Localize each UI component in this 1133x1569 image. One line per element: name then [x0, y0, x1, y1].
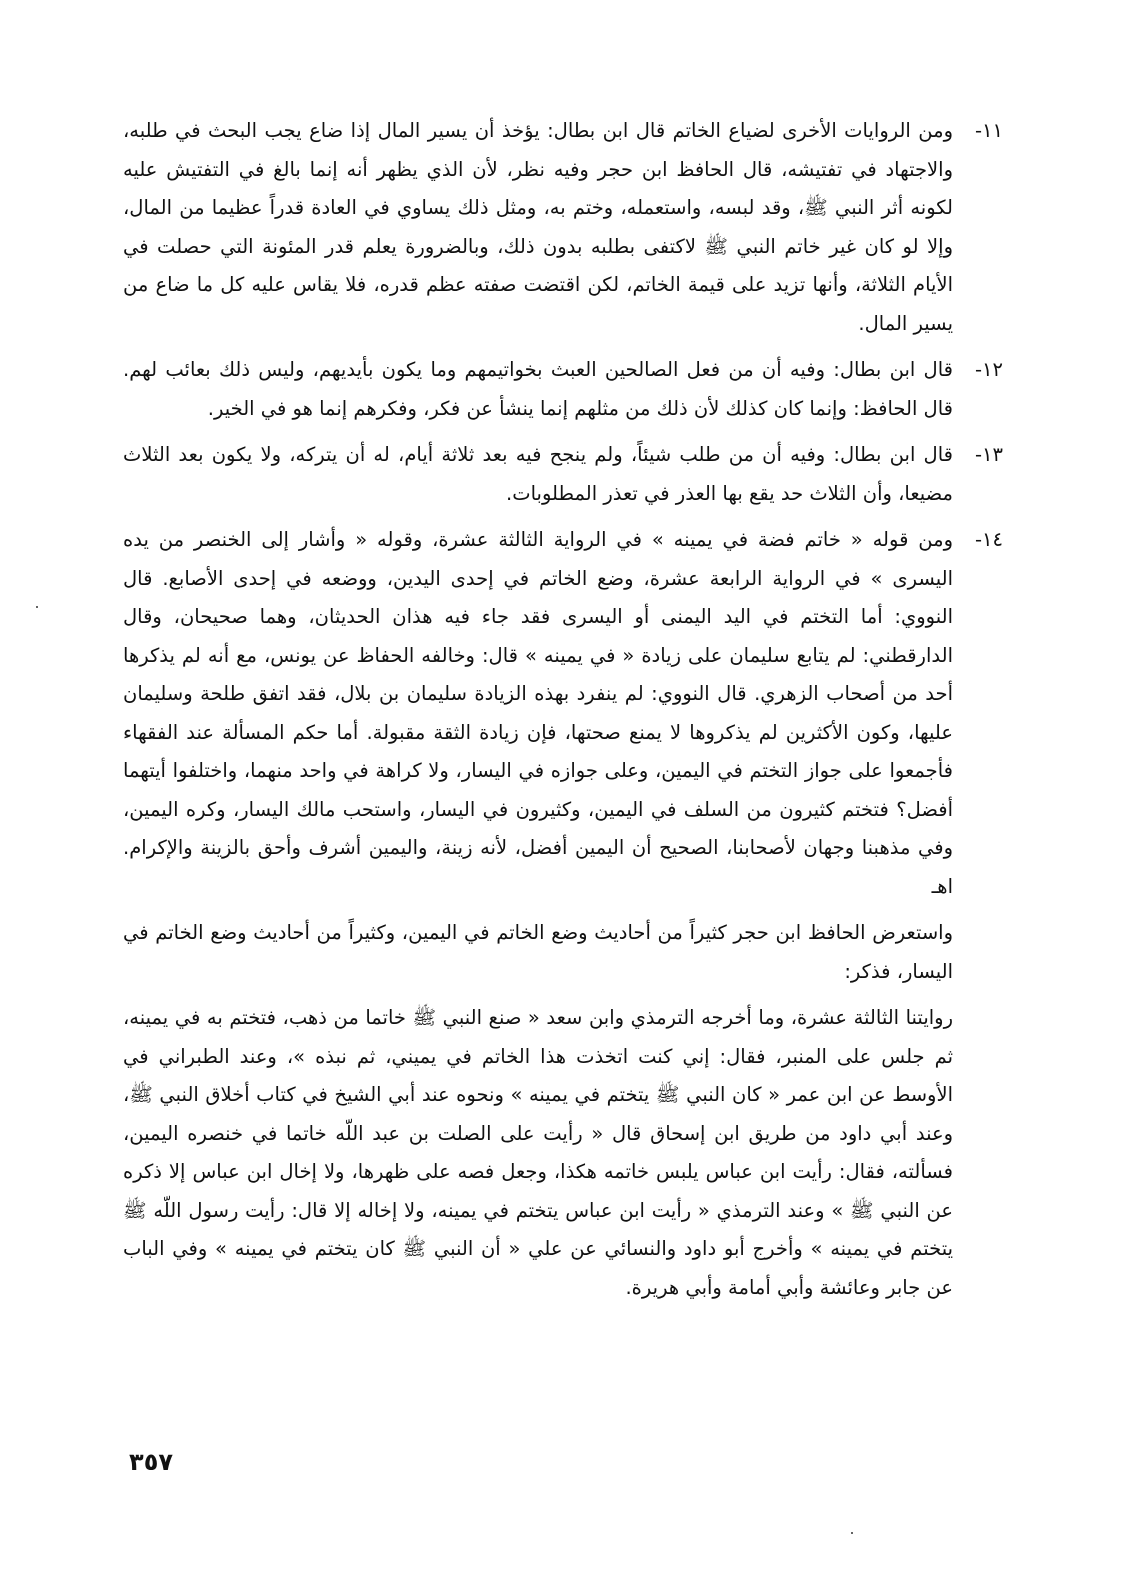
scan-speck — [36, 606, 38, 608]
scan-speck — [851, 1532, 853, 1534]
list-item — [123, 112, 1003, 343]
item-number: ١٢- — [975, 358, 1003, 381]
list-item — [123, 521, 1003, 906]
paragraph: روايتنا الثالثة عشرة، وما أخرجه الترمذي وابن سعد « صنع النبي ﷺ خاتما من ذهب، فتختم به في يمينه، ثم جلس على المنبر، فقال: إني كنت اتخذت هذا الخاتم في يميني، ثم نبذه »، وعند الطبراني في الأوسط عن ابن عمر « كان النبي ﷺ يتختم في يمينه » ونحوه عند أبي الشيخ في كتاب أخلاق النبي ﷺ، وعند أبي داود من طريق ابن إسحاق قال « رأيت على الصلت بن عبد اللّه خاتما في خنصره اليمين، فسألته، فقال: رأيت ابن عباس يلبس خاتمه هكذا، وجعل فصه على ظهرها، ولا إخال ابن عباس إلا ذكره عن النبي ﷺ » وعند الترمذي « رأيت ابن عباس يتختم في يمينه، ولا إخاله إلا قال: رأيت رسول اللّه ﷺ يتختم في يمينه » وأخرج أبو داود والنسائي عن علي « أن النبي ﷺ كان يتختم في يمينه » وفي الباب عن جابر وعائشة وأبي أمامة وأبي هريرة. — [123, 1006, 953, 1299]
item-number: ١٤- — [975, 528, 1003, 551]
page-body — [123, 112, 1003, 1315]
list-item — [123, 351, 1003, 428]
page-number: ٣٥٧ — [129, 1448, 173, 1476]
list-item — [123, 436, 1003, 513]
item-text: قال ابن بطال: وفيه أن من فعل الصالحين العبث بخواتيمهم وما يكون بأيديهم، وليس ذلك بعائب لهم. قال الحافظ: وإنما كان كذلك لأن ذلك من مثلهم إنما ينشأ عن فكر، وفكرهم إنما هو في الخير. — [123, 358, 953, 420]
item-number: ١٣- — [975, 443, 1003, 466]
paragraph: واستعرض الحافظ ابن حجر كثيراً من أحاديث وضع الخاتم في اليمين، وكثيراً من أحاديث وضع الخاتم في اليسار، فذكر: — [123, 921, 953, 983]
item-text: قال ابن بطال: وفيه أن من طلب شيئاً، ولم ينجح فيه بعد ثلاثة أيام، له أن يتركه، ولا يكون بعد الثلاث مضيعا، وأن الثلاث حد يقع بها العذر في تعذر المطلوبات. — [123, 443, 953, 505]
item-text: ومن قوله « خاتم فضة في يمينه » في الرواية الثالثة عشرة، وقوله « وأشار إلى الخنصر من يده اليسرى » في الرواية الرابعة عشرة، وضع الخاتم في إحدى اليدين، ووضعه في إحدى الأصابع. قال النووي: أما التختم في اليد اليمنى أو اليسرى فقد جاء فيه هذان الحديثان، وهما صحيحان، وقال الدارقطني: لم يتابع سليمان على زيادة « في يمينه » قال: وخالفه الحفاظ عن يونس، مع أنه لم يذكرها أحد من أصحاب الزهري. قال النووي: لم ينفرد بهذه الزيادة سليمان بن بلال، فقد اتفق طلحة وسليمان عليها، وكون الأكثرين لم يذكروها لا يمنع صحتها، فإن زيادة الثقة مقبولة. أما حكم المسألة عند الفقهاء فأجمعوا على جواز التختم في اليمين، وعلى جوازه في اليسار، ولا كراهة في واحد منهما، واختلفوا أيتهما أفضل؟ فتختم كثيرون من السلف في اليمين، وكثيرون في اليسار، واستحب مالك اليسار، وكره اليمين، وفي مذهبنا وجهان لأصحابنا، الصحيح أن اليمين أفضل، لأنه زينة، واليمين أشرف وأحق بالزينة والإكرام. اهـ — [123, 528, 953, 898]
item-text: ومن الروايات الأخرى لضياع الخاتم قال ابن بطال: يؤخذ أن يسير المال إذا ضاع يجب البحث في طلبه، والاجتهاد في تفتيشه، قال الحافظ ابن حجر وفيه نظر، لأن الذي يظهر أنه إنما بالغ في التفتيش عليه لكونه أثر النبي ﷺ، وقد لبسه، واستعمله، وختم به، ومثل ذلك يساوي في العادة قدراً عظيما من المال، وإلا لو كان غير خاتم النبي ﷺ لاكتفى بطلبه بدون ذلك، وبالضرورة يعلم قدر المئونة التي حصلت في الأيام الثلاثة، وأنها تزيد على قيمة الخاتم، لكن اقتضت صفته عظم قدره، فلا يقاس عليه كل ما ضاع من يسير المال. — [123, 119, 953, 335]
item-number: ١١- — [975, 119, 1003, 142]
